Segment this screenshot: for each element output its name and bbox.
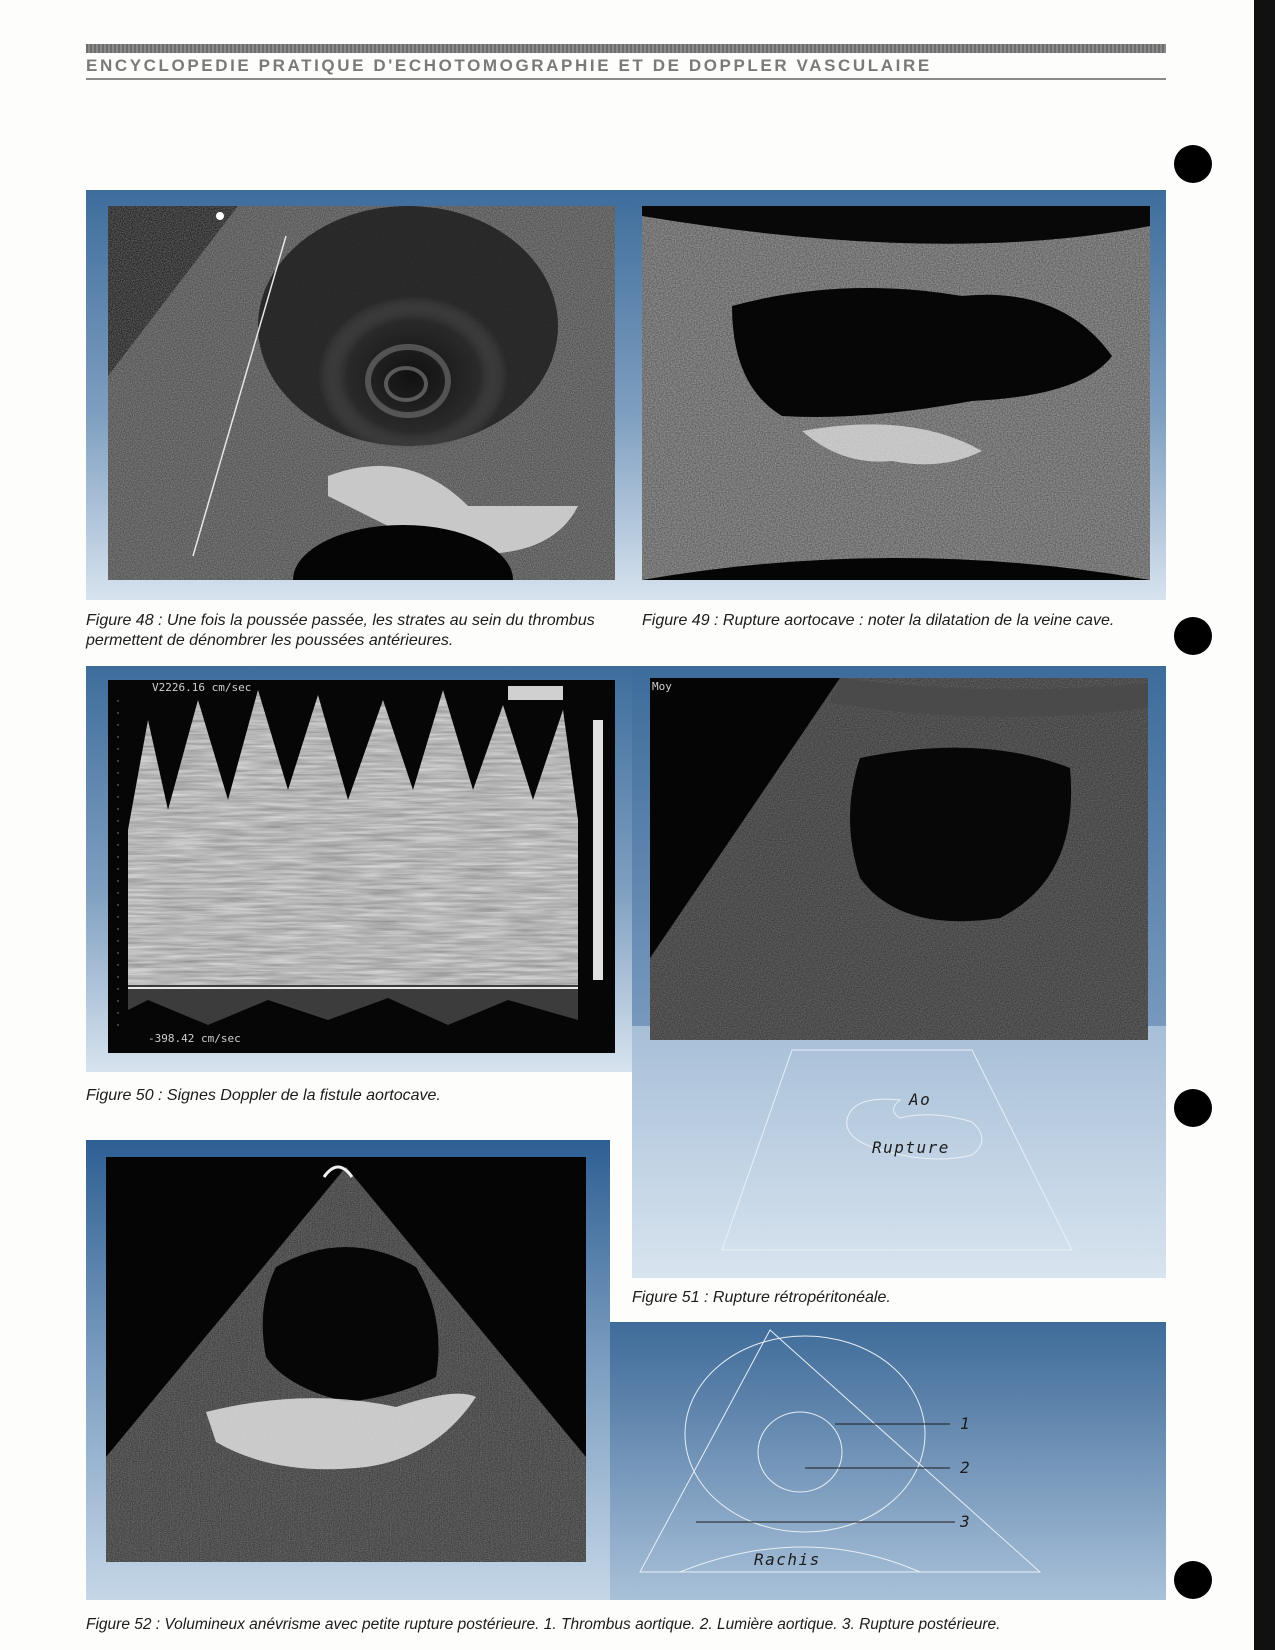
page-edge-shadow (1254, 0, 1275, 1650)
page-header-title: ENCYCLOPEDIE PRATIQUE D'ECHOTOMOGRAPHIE ET DE DOPPLER VASCULAIRE (86, 56, 932, 75)
figure-51-diagram (632, 1040, 1166, 1278)
header-hatched-bar (86, 44, 1166, 53)
figure-51-ultrasound-image (650, 678, 1148, 1040)
figure-48-ultrasound-image (108, 206, 615, 580)
punch-hole (1174, 145, 1212, 183)
punch-hole (1174, 617, 1212, 655)
figure-49-caption: Figure 49 : Rupture aortocave : noter la dilatation de la veine cave. (642, 612, 1115, 629)
diagram-label-3: 3 (960, 1512, 972, 1531)
diagram-label-2: 2 (960, 1458, 972, 1477)
diagram-label-1: 1 (960, 1414, 972, 1433)
doppler-velocity-top-label: V2226.16 cm/sec (152, 681, 252, 694)
figure-52-caption: Figure 52 : Volumineux anévrisme avec petite rupture postérieure. 1. Thrombus aortique. 2. Lumière aortique. 3. Rupture postérieure. (86, 1616, 1001, 1633)
figure-49-ultrasound-image (642, 206, 1150, 580)
punch-hole (1174, 1089, 1212, 1127)
figure-52-diagram (610, 1322, 1166, 1600)
doppler-velocity-bottom-label: -398.42 cm/sec (148, 1032, 241, 1045)
diagram-label-rachis: Rachis (754, 1550, 821, 1569)
header-rule (86, 78, 1166, 80)
punch-hole (1174, 1561, 1212, 1599)
figure-48-caption: Figure 48 : Une fois la poussée passée, les strates au sein du thrombus permettent de dénombrer les poussées antérieures. (86, 612, 595, 649)
figure-50-caption: Figure 50 : Signes Doppler de la fistule aortocave. (86, 1087, 441, 1104)
diagram-label-ao: Ao (909, 1090, 932, 1109)
figure-51-caption: Figure 51 : Rupture rétropéritonéale. (632, 1289, 891, 1306)
figure-52-ultrasound-image (106, 1157, 586, 1562)
ultrasound-mode-label: Moy (652, 680, 672, 693)
diagram-label-rupture: Rupture (872, 1138, 950, 1157)
figure-50-doppler-image (108, 680, 615, 1053)
